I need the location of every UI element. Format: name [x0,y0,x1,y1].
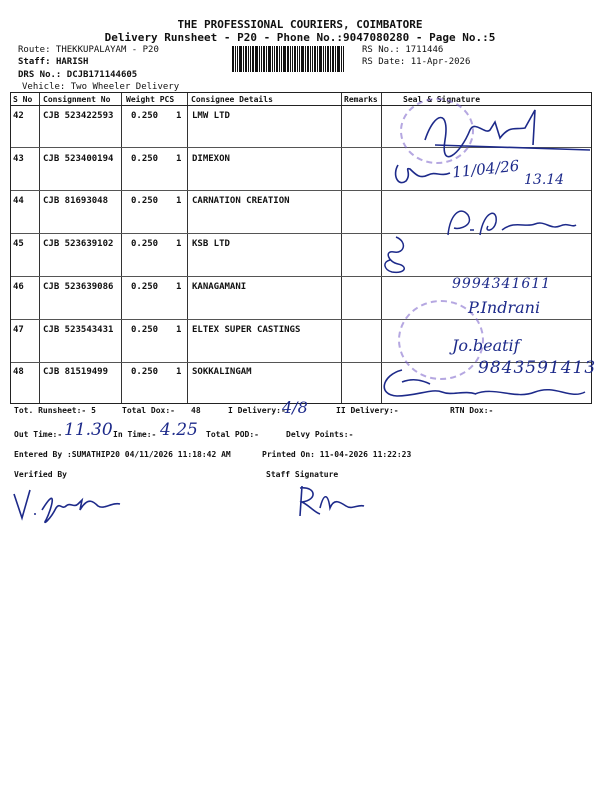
company-title: THE PROFESSIONAL COURIERS, COIMBATORE [177,18,423,31]
barcode-bar [274,46,275,72]
cell-sno: 45 [13,239,24,249]
barcode-bar [327,46,329,72]
entered-by: Entered By :SUMATHIP20 04/11/2026 11:18:42 AM [14,450,231,459]
cell-consignment: CJB 523543431 [43,325,114,335]
barcode-bar [287,46,289,72]
barcode-bar [245,46,247,72]
barcode-bar [263,46,265,72]
barcode-bar [243,46,244,72]
verified-by-label: Verified By [14,470,67,479]
col-header-seal: Seal & Signature [403,95,481,104]
barcode-bar [305,46,306,72]
vehicle-text: Vehicle: Two Wheeler Delivery [22,82,180,92]
drs-value: DCJB171144605 [66,70,138,80]
cell-consignment: CJB 81693048 [43,196,109,206]
barcode-bar [330,46,331,72]
barcode-bar [299,46,300,72]
signature-row43 [390,155,460,195]
cell-weight: 0.250 [131,282,159,292]
total-runsheet: Tot. Runsheet:- 5 [14,406,96,415]
drs-label: DRS No.: [18,70,62,80]
signature-row44 [440,200,580,245]
cell-pcs: 1 [176,111,182,121]
col-header-consignment: Consignment No [43,95,111,104]
signature-row48 [372,360,482,405]
cell-consignee: SOKKALINGAM [192,367,252,377]
col-header-weight-pcs: Weight PCS [126,95,175,104]
cell-weight: 0.250 [131,111,159,121]
staff-signature-label: Staff Signature [266,470,339,479]
cell-consignee: ELTEX SUPER CASTINGS [192,325,301,335]
cell-consignment: CJB 523639102 [43,239,114,249]
barcode-bar [341,46,342,72]
cell-weight: 0.250 [131,325,159,335]
barcode-bar [272,46,273,72]
staff-info [18,57,88,67]
cell-sno: 47 [13,325,24,335]
rs-number: RS No.: 1711446 [362,45,444,55]
handwritten-time: 13.14 [524,172,565,188]
barcode-bar [337,46,340,72]
barcode-bar [297,46,298,72]
barcode-bar [239,46,242,72]
barcode-bar [319,46,322,72]
cell-weight: 0.250 [131,239,159,249]
cell-weight: 0.250 [131,154,159,164]
barcode-bar [310,46,311,72]
cell-pcs: 1 [176,154,182,164]
cell-weight: 0.250 [131,367,159,377]
cell-consignment: CJB 523422593 [43,111,114,121]
cell-consignment: CJB 81519499 [43,367,109,377]
cell-consignee: CARNATION CREATION [192,196,290,206]
barcode-bar [279,46,280,72]
in-time-label: In Time:- [113,430,157,439]
cell-consignee: DIMEXON [192,154,230,164]
barcode-bar [281,46,282,72]
barcode-bar [343,46,344,72]
cell-sno: 48 [13,367,24,377]
barcode-bar [237,46,238,72]
barcode-bar [261,46,262,72]
barcode [232,46,356,72]
staff-signature-drawing [290,478,370,523]
runsheet-subtitle: Delivery Runsheet - P20 - Phone No.:9047080280 - Page No.:5 [104,31,496,44]
barcode-bar [314,46,316,72]
drs-info [18,70,137,80]
cell-consignee: KSB LTD [192,239,230,249]
printed-on: Printed On: 11-04-2026 11:22:23 [262,450,412,459]
barcode-bar [323,46,324,72]
total-dox-value: 48 [191,406,201,415]
cell-consignee: LMW LTD [192,111,230,121]
cell-consignee: KANAGAMANI [192,282,247,292]
signature-row48-tail [470,382,590,407]
barcode-bar [335,46,336,72]
barcode-bar [301,46,304,72]
barcode-bar [317,46,318,72]
cell-pcs: 1 [176,239,182,249]
handwritten-phone: 9843591413 [478,358,597,378]
cell-pcs: 1 [176,367,182,377]
barcode-bar [292,46,293,72]
handwritten-phone: 9994341611 [452,276,552,292]
barcode-bar [252,46,254,72]
route-text: Route: THEKKUPALAYAM - P20 [18,45,159,55]
out-time-label: Out Time:- [14,430,63,439]
ii-delivery-label: II Delivery:- [336,406,399,415]
cell-sno: 42 [13,111,24,121]
barcode-bar [294,46,296,72]
cell-consignment: CJB 523400194 [43,154,114,164]
barcode-bar [268,46,271,72]
cell-pcs: 1 [176,196,182,206]
delvy-points-label: Delvy Points:- [286,430,354,439]
barcode-bar [290,46,291,72]
barcode-bar [307,46,309,72]
barcode-bar [332,46,334,72]
cell-sno: 44 [13,196,24,206]
col-header-sno: S No [13,95,33,104]
staff-value: HARISH [55,57,89,67]
barcode-bar [232,46,234,72]
total-pod-label: Total POD:- [206,430,259,439]
barcode-bar [283,46,286,72]
handwritten-name: Jo.beatif [452,336,520,355]
rtn-dox-label: RTN Dox:- [450,406,494,415]
handwritten-name: P.Indrani [468,298,541,317]
total-dox-label: Total Dox:- [122,406,175,415]
rs-date: RS Date: 11-Apr-2026 [362,57,471,67]
cell-weight: 0.250 [131,196,159,206]
barcode-bar [276,46,278,72]
cell-sno: 43 [13,154,24,164]
barcode-bar [325,46,326,72]
cell-pcs: 1 [176,325,182,335]
verified-by-signature [8,480,128,530]
cell-pcs: 1 [176,282,182,292]
col-header-consignee: Consignee Details [191,95,273,104]
barcode-bar [250,46,251,72]
barcode-bar [255,46,258,72]
barcode-bar [266,46,267,72]
signature-row45 [378,232,418,277]
out-time-handwritten: 11.30 [64,420,113,440]
i-delivery-label: I Delivery:- [228,406,286,415]
handwritten-date: 11/04/26 [451,156,521,182]
cell-sno: 46 [13,282,24,292]
barcode-bar [259,46,260,72]
staff-label: Staff: [18,57,51,67]
i-delivery-handwritten: 4/8 [282,398,308,417]
in-time-handwritten: 4.25 [160,420,198,440]
barcode-bar [248,46,249,72]
barcode-bar [312,46,313,72]
col-header-remarks: Remarks [344,95,378,104]
cell-consignment: CJB 523639086 [43,282,114,292]
barcode-bar [235,46,236,72]
